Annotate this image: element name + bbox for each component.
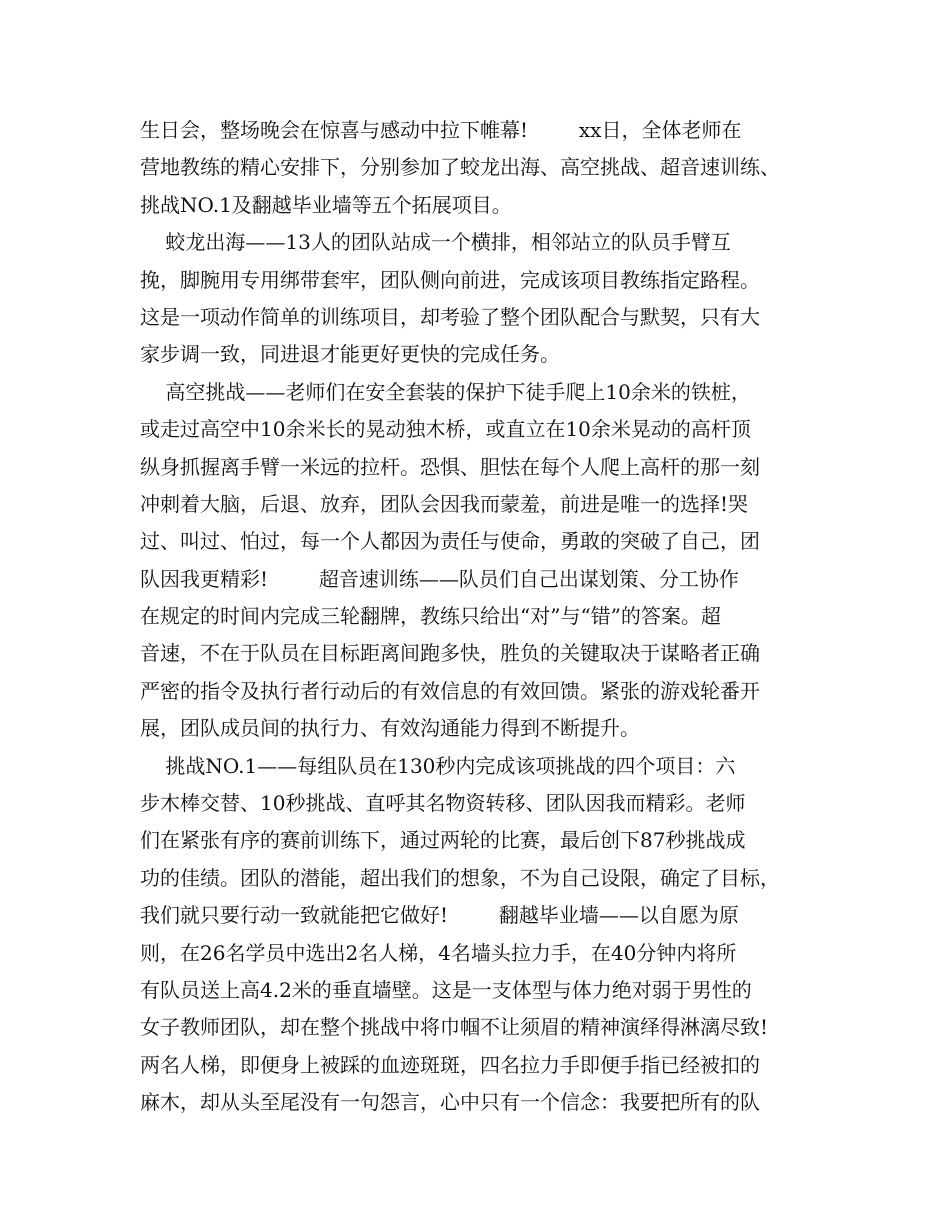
text-line: 过、叫过、怕过，每一个人都因为责任与使命，勇敢的突破了自己，团 [140, 529, 760, 554]
text-line: 则，在26名学员中选出2名人梯，4名墙头拉力手，在40分钟内将所 [140, 940, 737, 965]
text-line: 冲刺着大脑，后退、放弃，团队会因我而蒙羞，前进是唯一的选择!哭 [140, 491, 749, 516]
text-line: 我们就只要行动一致就能把它做好! 翻越毕业墙——以自愿为原 [140, 903, 739, 928]
text-line: 展，团队成员间的执行力、有效沟通能力得到不断提升。 [140, 716, 640, 741]
text-line: 在规定的时间内完成三轮翻牌，教练只给出“对”与“错”的答案。超 [140, 604, 721, 629]
body-text [140, 112, 830, 1122]
text-line: 挑战NO.1及翻越毕业墙等五个拓展项目。 [140, 192, 512, 217]
text-line: 女子教师团队，却在整个挑战中将巾帼不让须眉的精神演绎得淋漓尽致! [140, 1015, 769, 1040]
text-line: 有队员送上高4.2米的垂直墙壁。这是一支体型与体力绝对弱于男性的 [140, 977, 752, 1002]
text-line: 蛟龙出海——13人的团队站成一个横排，相邻站立的队员手臂互 [140, 230, 731, 255]
text-line: 这是一项动作简单的训练项目，却考验了整个团队配合与默契，只有大 [140, 304, 760, 329]
text-line: 音速，不在于队员在目标距离间跑多快，胜负的关键取决于谋略者正确 [140, 641, 760, 666]
text-line: 或走过高空中10余米长的晃动独木桥，或直立在10余米晃动的高杆顶 [140, 417, 751, 442]
text-line: 营地教练的精心安排下，分别参加了蛟龙出海、高空挑战、超音速训练、 [140, 155, 780, 180]
text-line: 严密的指令及执行者行动后的有效信息的有效回馈。紧张的游戏轮番开 [140, 678, 760, 703]
text-line: 生日会，整场晚会在惊喜与感动中拉下帷幕! xx日，全体老师在 [140, 118, 742, 142]
text-line: 们在紧张有序的赛前训练下，通过两轮的比赛，最后创下87秒挑战成 [140, 828, 746, 853]
text-line: 麻木，却从头至尾没有一句怨言，心中只有一个信念：我要把所有的队 [140, 1090, 760, 1115]
text-line: 纵身抓握离手臂一米远的拉杆。恐惧、胆怯在每个人爬上高杆的那一刻 [140, 454, 760, 479]
text-line: 步木棒交替、10秒挑战、直呼其名物资转移、团队因我而精彩。老师 [140, 791, 746, 816]
text-line: 队因我更精彩! 超音速训练——队员们自己出谋划策、分工协作 [140, 566, 739, 591]
text-line: 挽，脚腕用专用绑带套牢，团队侧向前进，完成该项目教练指定路程。 [140, 267, 760, 292]
text-line: 挑战NO.1——每组队员在130秒内完成该项挑战的四个项目：六 [140, 753, 736, 778]
text-line: 家步调一致，同进退才能更好更快的完成任务。 [140, 342, 560, 367]
text-line: 功的佳绩。团队的潜能，超出我们的想象，不为自己设限，确定了目标， [140, 865, 780, 890]
text-line: 两名人梯，即便身上被踩的血迹斑斑，四名拉力手即便手指已经被扣的 [140, 1052, 760, 1077]
text-line: 高空挑战——老师们在安全套装的保护下徒手爬上10余米的铁桩， [140, 379, 751, 404]
